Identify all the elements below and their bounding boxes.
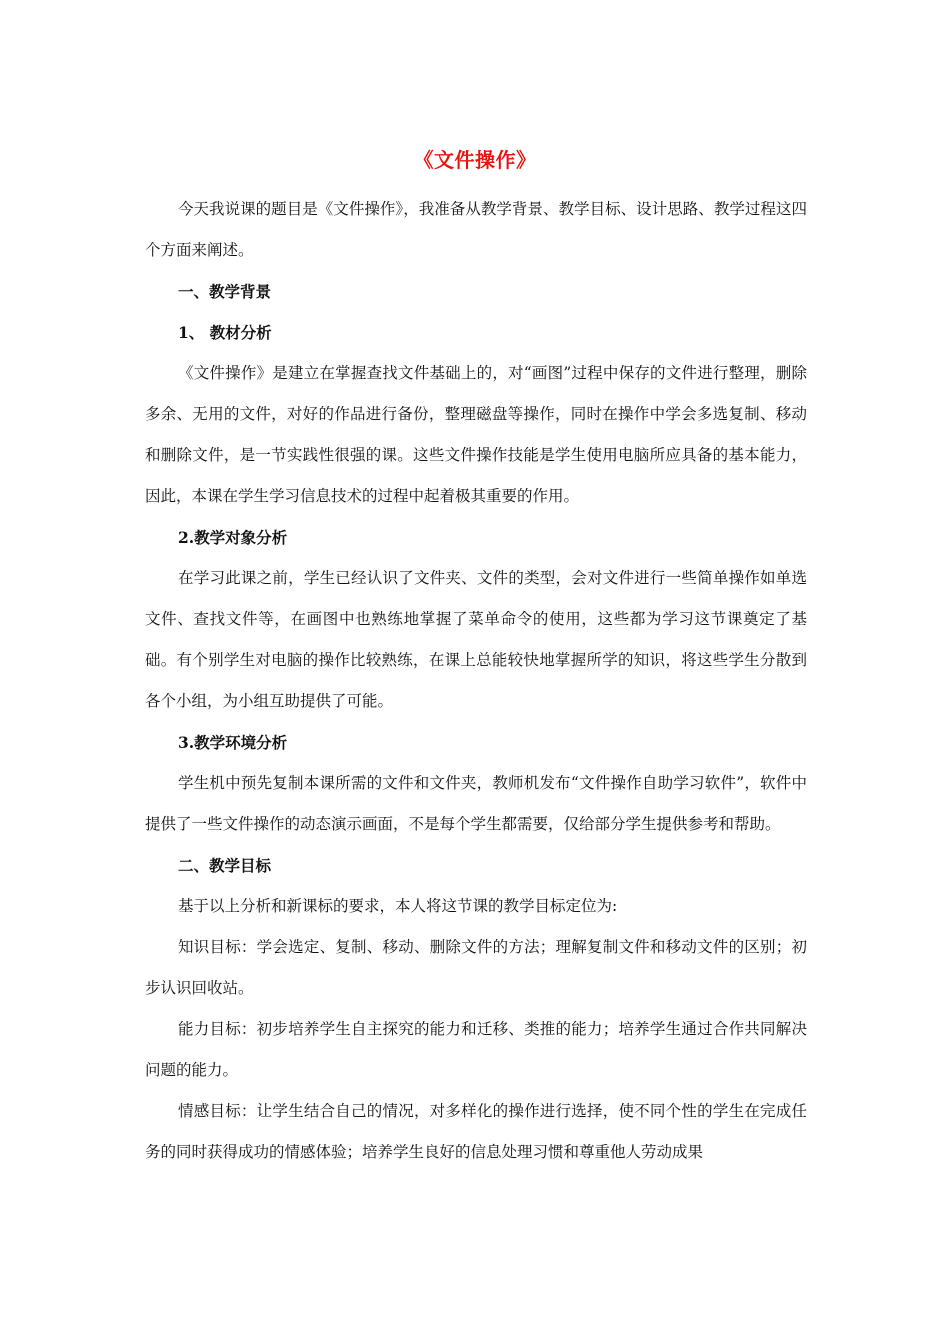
environment-analysis-paragraph: 学生机中预先复制本课所需的文件和文件夹，教师机发布“文件操作自助学习软件”，软件中提供了一些文件操作的动态演示画面，不是每个学生都需要，仅给部分学生提供参考和帮助。 bbox=[145, 774, 807, 833]
section-heading-teaching-goals: 二、教学目标 bbox=[178, 856, 272, 875]
student-analysis-paragraph: 在学习此课之前，学生已经认识了文件夹、文件的类型，会对文件进行一些简单操作如单选文件、查找文件等，在画图中也熟练地掌握了菜单命令的使用，这些都为学习这节课奠定了基础。有个别学生对电脑的操作比较熟练，在课上总能较快地掌握所学的知识，将这些学生分散到各个小组，为小组互助提供了可能。 bbox=[145, 569, 807, 710]
section-heading-teaching-background: 一、教学背景 bbox=[178, 282, 272, 301]
document-title: 《文件操作》 bbox=[413, 148, 537, 172]
textbook-analysis-paragraph: 《文件操作》是建立在掌握查找文件基础上的，对“画图”过程中保存的文件进行整理，删除多余、无用的文件，对好的作品进行备份，整理磁盘等操作，同时在操作中学会多选复制、移动和删除文件，是一节实践性很强的课。这些文件操作技能是学生使用电脑所应具备的基本能力，因此，本课在学生学习信息技术的过程中起着极其重要的作用。 bbox=[145, 364, 807, 505]
ability-goal-paragraph: 能力目标：初步培养学生自主探究的能力和迁移、类推的能力；培养学生通过合作共同解决问题的能力。 bbox=[145, 1020, 807, 1079]
goals-intro-paragraph: 基于以上分析和新课标的要求，本人将这节课的教学目标定位为: bbox=[178, 897, 618, 915]
emotion-goal-paragraph: 情感目标：让学生结合自己的情况，对多样化的操作进行选择，使不同个性的学生在完成任务的同时获得成功的情感体验；培养学生良好的信息处理习惯和尊重他人劳动成果 bbox=[145, 1102, 807, 1161]
subheading-textbook-analysis: 1、 教材分析 bbox=[178, 323, 272, 342]
intro-paragraph: 今天我说课的题目是《文件操作》，我准备从教学背景、教学目标、设计思路、教学过程这四个方面来阐述。 bbox=[145, 200, 807, 259]
document-body bbox=[145, 189, 807, 1173]
subheading-student-analysis: 2.教学对象分析 bbox=[178, 528, 288, 547]
subheading-environment-analysis: 3.教学环境分析 bbox=[178, 733, 288, 752]
knowledge-goal-paragraph: 知识目标：学会选定、复制、移动、删除文件的方法；理解复制文件和移动文件的区别；初步认识回收站。 bbox=[145, 938, 807, 997]
